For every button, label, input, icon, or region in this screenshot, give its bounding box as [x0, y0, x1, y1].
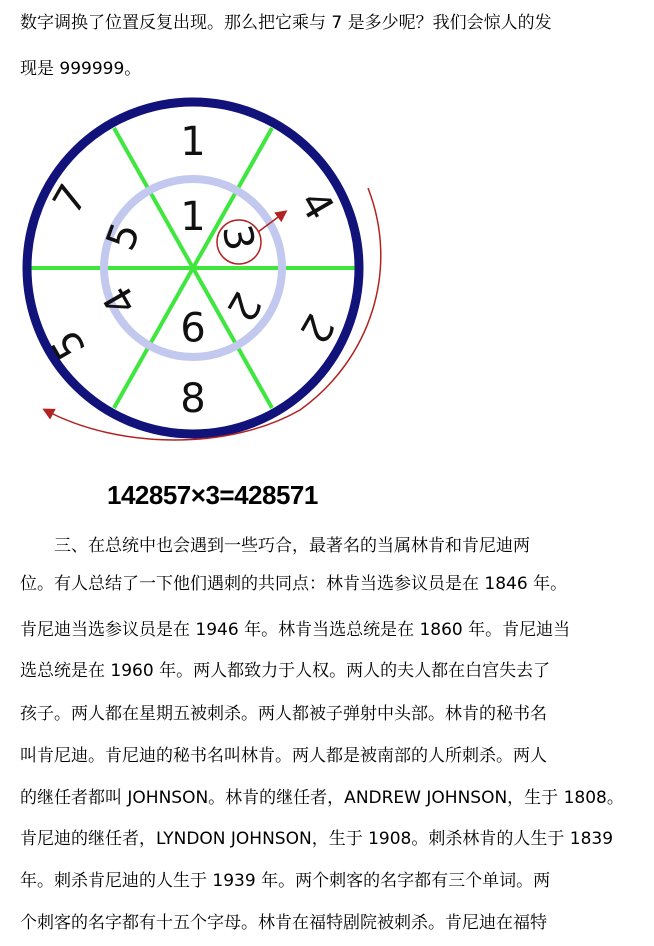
inner-digit: 4 — [94, 277, 148, 324]
outer-digit: 7 — [44, 176, 98, 223]
paragraph-line: 选总统是在 1960 年。两人都致力于人权。两人的夫人都在白宫失去了 — [20, 661, 551, 681]
paragraph-line: 的继任者都叫 JOHNSON。林肯的继任者，ANDREW JOHNSON，生于 1808。 — [20, 788, 624, 808]
inner-digit: 3 — [212, 221, 263, 255]
paragraph-line: 现是 999999。 — [20, 59, 142, 79]
paragraph-line: 肯尼迪当选参议员是在 1946 年。林肯当选总统是在 1860 年。肯尼迪当 — [20, 620, 571, 640]
paragraph-line: 位。有人总结了一下他们遇刺的共同点：林肯当选参议员是在 1846 年。 — [20, 574, 568, 594]
paragraph-line: 三、在总统中也会遇到一些巧合，最著名的当属林肯和肯尼迪两 — [20, 536, 530, 556]
paragraph-line: 个刺客的名字都有十五个字母。林肯在福特剧院被刺杀。肯尼迪在福特 — [20, 913, 547, 933]
outer-digit: 4 — [289, 182, 343, 229]
paragraph-line: 数字调换了位置反复出现。那么把它乘与 7 是多少呢？我们会惊人的发 — [20, 13, 552, 33]
outer-digit: 5 — [42, 321, 96, 368]
paragraph-line: 肯尼迪的继任者，LYNDON JOHNSON，生于 1908。刺杀林肯的人生于 1839 — [20, 829, 614, 849]
paragraph-line: 孩子。两人都在星期五被刺杀。两人都被子弹射中头部。林肯的秘书名 — [20, 704, 547, 724]
equation: 142857×3=428571 — [107, 480, 318, 510]
inner-digit: 1 — [180, 194, 206, 240]
paragraph-line: 年。刺杀肯尼迪的人生于 1939 年。两个刺客的名字都有三个单词。两 — [20, 871, 551, 891]
outer-digit: 8 — [180, 376, 206, 422]
outer-digit: 1 — [180, 119, 206, 165]
inner-digit: 9 — [180, 302, 206, 348]
paragraph-line: 叫肯尼迪。肯尼迪的秘书名叫林肯。两人都是被南部的人所刺杀。两人 — [20, 746, 547, 766]
outer-digit: 2 — [289, 305, 343, 352]
inner-digit: 5 — [97, 216, 150, 257]
inner-digit: 2 — [216, 283, 270, 330]
